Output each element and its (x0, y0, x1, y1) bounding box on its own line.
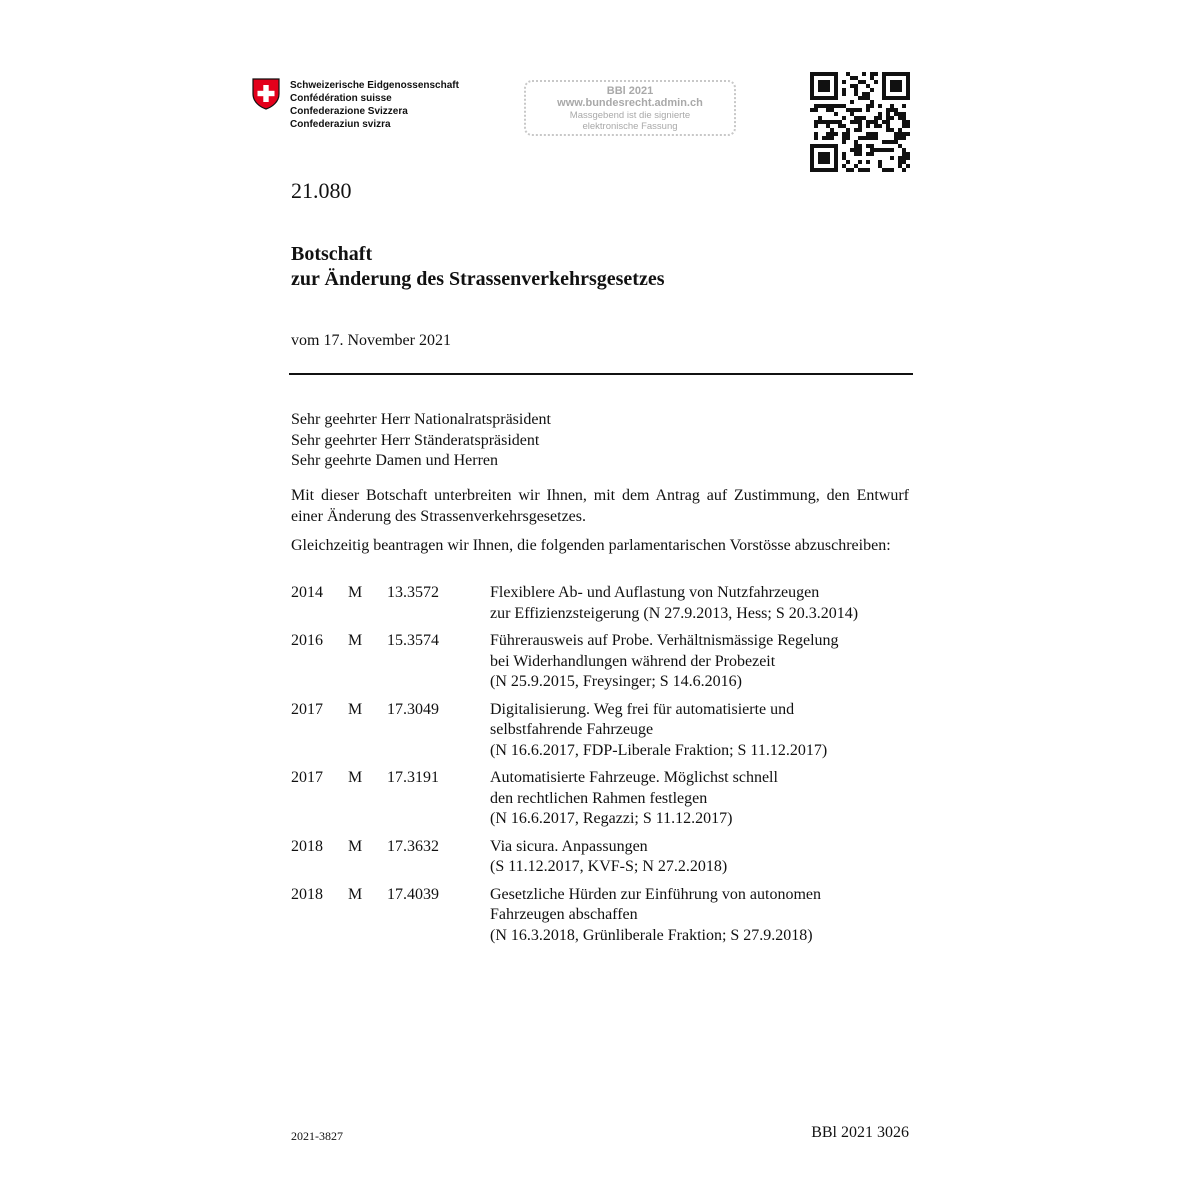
motion-number: 15.3574 (387, 632, 439, 649)
paragraph-intro: Mit dieser Botschaft unterbreiten wir Ihnen, mit dem Antrag auf Zustimmung, den Entwurf einer Änderung des Strassenverkehrsgesetzes. (291, 487, 909, 525)
motion-item (291, 631, 916, 693)
motion-item (291, 768, 916, 830)
stamp-url: www.bundesrecht.admin.ch (557, 97, 703, 109)
motion-item (291, 837, 916, 878)
motion-text (490, 837, 916, 878)
motion-text-line: Via sicura. Anpassungen (490, 837, 648, 855)
motion-text (490, 885, 916, 947)
motion-text-line: Flexiblere Ab- und Auflastung von Nutzfahrzeugen (490, 584, 820, 601)
motion-text-line: Führerausweis auf Probe. Verhältnismässige Regelung (490, 632, 839, 649)
motion-text-line: bei Widerhandlungen während der Probezeit (490, 652, 776, 670)
document-reference-code: 2021-3827 (291, 1129, 343, 1143)
divider (289, 373, 913, 375)
motion-type: M (348, 769, 363, 786)
motion-text (490, 631, 916, 693)
motion-text-line: Gesetzliche Hürden zur Einführung von autonomen (490, 885, 822, 903)
motion-text-line: Fahrzeugen abschaffen (490, 906, 638, 923)
motion-text-line: den rechtlichen Rahmen festlegen (490, 789, 708, 807)
motion-item (291, 583, 916, 624)
salutation-line: Sehr geehrter Herr Nationalratspräsident (291, 411, 551, 428)
motion-text-line: (S 11.12.2017, KVF-S; N 27.2.2018) (490, 858, 728, 875)
paragraph-motions-intro: Gleichzeitig beantragen wir Ihnen, die folgenden parlamentarischen Vorstösse abzuschreiben: (291, 537, 891, 554)
stamp-note-2: elektronische Fassung (582, 121, 678, 132)
motion-text (490, 583, 916, 624)
motion-number: 13.3572 (387, 584, 439, 601)
confederation-name-rm: Confederaziun svizra (290, 119, 391, 130)
motion-text-line: (N 16.3.2018, Grünliberale Fraktion; S 27.9.2018) (490, 926, 813, 944)
motion-type: M (348, 837, 363, 855)
motion-item (291, 885, 916, 947)
confederation-logo (252, 78, 459, 131)
motion-text-line: Automatisierte Fahrzeuge. Möglichst schnell (490, 769, 778, 786)
confederation-name-it: Confederazione Svizzera (290, 106, 408, 117)
document-number: 21.080 (291, 178, 352, 203)
salutation (291, 410, 551, 472)
motion-year: 2014 (291, 584, 323, 601)
motion-text (490, 700, 916, 762)
publication-stamp (524, 80, 736, 136)
motion-number: 17.3049 (387, 700, 439, 718)
motion-text-line: Digitalisierung. Weg frei für automatisierte und (490, 700, 795, 718)
stamp-note-1: Massgebend ist die signierte (569, 110, 691, 121)
motion-type: M (348, 700, 363, 718)
motion-text-line: (N 16.6.2017, Regazzi; S 11.12.2017) (490, 810, 733, 827)
motion-number: 17.3632 (387, 837, 439, 855)
swiss-coat-of-arms-icon (252, 78, 280, 110)
motion-text-line: selbstfahrende Fahrzeuge (490, 721, 654, 738)
document-date: vom 17. November 2021 (291, 332, 451, 349)
motions-list (291, 583, 916, 953)
motion-number: 17.3191 (387, 769, 439, 786)
salutation-line: Sehr geehrter Herr Ständeratspräsident (291, 431, 540, 449)
stamp-bbl: BBl 2021 (606, 85, 654, 97)
motion-text-line: (N 16.6.2017, FDP-Liberale Fraktion; S 11.12.2017) (490, 741, 828, 759)
motion-year: 2018 (291, 885, 323, 903)
motion-text-line: (N 25.9.2015, Freysinger; S 14.6.2016) (490, 673, 742, 690)
document-title (291, 242, 665, 292)
motion-year: 2018 (291, 837, 323, 855)
motion-type: M (348, 632, 363, 649)
confederation-name-de: Schweizerische Eidgenossenschaft (290, 80, 459, 91)
motion-year: 2017 (291, 700, 323, 718)
motion-year: 2017 (291, 769, 323, 786)
motion-item (291, 700, 916, 762)
motion-type: M (348, 885, 363, 903)
page-reference: BBl 2021 3026 (811, 1124, 909, 1141)
qr-code-icon (810, 72, 910, 172)
motion-year: 2016 (291, 632, 323, 649)
confederation-names (290, 79, 459, 131)
salutation-line: Sehr geehrte Damen und Herren (291, 452, 499, 469)
motion-number: 17.4039 (387, 885, 439, 903)
title-line-1: Botschaft (291, 243, 373, 265)
motion-text-line: zur Effizienzsteigerung (N 27.9.2013, Hess; S 20.3.2014) (490, 604, 859, 622)
motion-text (490, 768, 916, 830)
motion-type: M (348, 584, 363, 601)
title-line-2: zur Änderung des Strassenverkehrsgesetzes (291, 268, 665, 290)
confederation-name-fr: Confédération suisse (290, 93, 392, 104)
